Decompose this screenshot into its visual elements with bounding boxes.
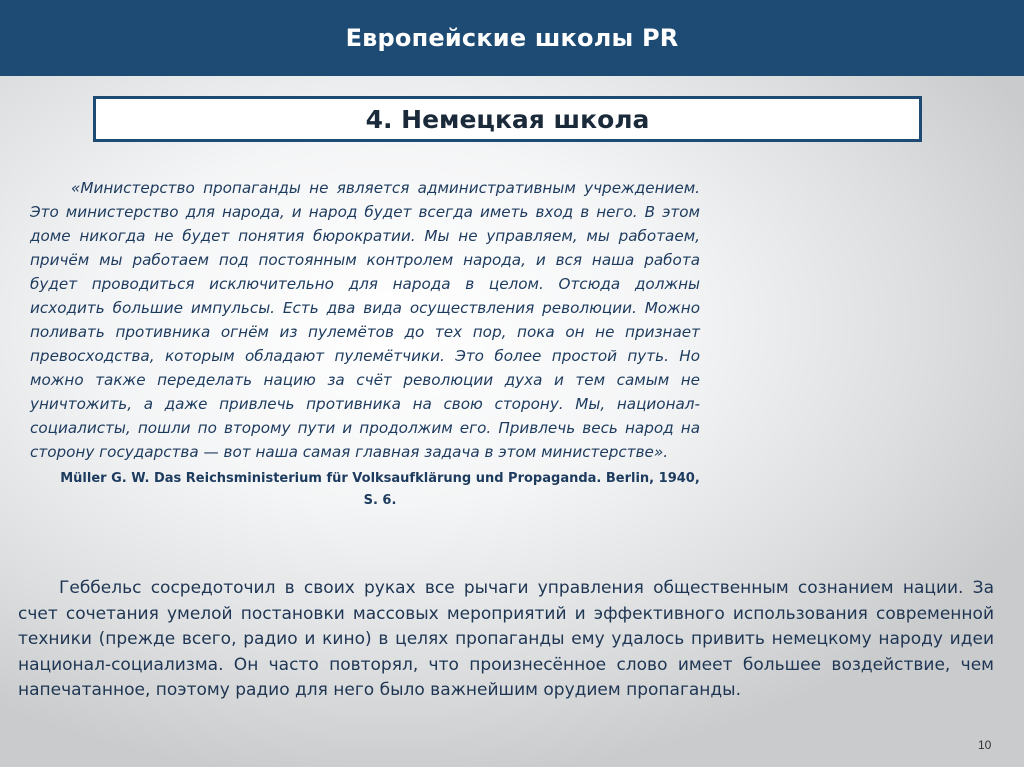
slide-title: Европейские школы PR bbox=[345, 24, 679, 52]
title-bar bbox=[0, 0, 1024, 76]
section-title-box bbox=[93, 96, 922, 142]
body-paragraph: Геббельс сосредоточил в своих руках все рычаги управления общественным сознанием нации. За счет сочетания умелой постановки массовых мероприятий и эффективного использования современной техники (прежде всего, радио и кино) в целях пропаганды ему удалось привить немецкому народу идеи национал-социализма. Он часто повторял, что произнесённое слово имеет большее воздействие, чем напечатанное, поэтому радио для него было важнейшим орудием пропаганды. bbox=[18, 578, 994, 700]
quote-text: «Министерство пропаганды не является административным учреждением. Это министерство для народа, и народ будет всегда иметь вход в него. В этом доме никогда не будет понятия бюрократии. Мы не управляем, мы работаем, причём мы работаем под постоянным контролем народа, и вся наша работа будет проводиться исключительно для народа в целом. Отсюда должны исходить большие импульсы. Есть два вида осуществления революции. Можно поливать противника огнём из пулемётов до тех пор, пока он не признает превосходства, которым обладают пулемётчики. Это более простой путь. Но можно также переделать нацию за счёт революции духа и тем самым не уничтожить, а даже привлечь противника на свою сторону. Мы, национал-социалисты, пошли по второму пути и продолжим его. Привлечь весь народ на сторону государства — вот наша самая главная задача в этом министерстве». bbox=[30, 179, 700, 461]
page-number: 10 bbox=[978, 738, 992, 752]
quote-block bbox=[30, 176, 700, 512]
quote-citation: Müller G. W. Das Reichsministerium für Volksaufklärung und Propaganda. Berlin, 1940, S. 6. bbox=[60, 471, 700, 508]
section-title: 4. Немецкая школа bbox=[365, 104, 650, 134]
